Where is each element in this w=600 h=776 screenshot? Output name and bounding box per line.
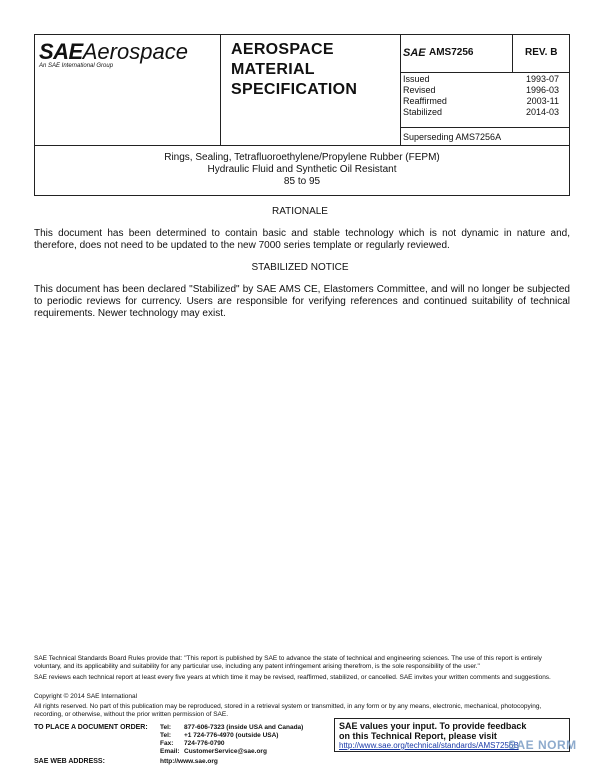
rights-text: All rights reserved. No part of this publication may be reproduced, stored in a retrieval system or transmitted, in any form or by any means, electronic, mechanical, photocopying, recording, or otherwise, without the prior written permission of SAE. <box>34 703 542 718</box>
date-value: 1993-07 <box>525 74 559 84</box>
contact-row <box>160 740 224 747</box>
contact-value: 724-776-0790 <box>184 740 225 747</box>
superseding-row <box>401 127 569 145</box>
date-label: Issued <box>403 74 430 84</box>
date-value: 1996-03 <box>525 85 559 95</box>
web-address-link[interactable]: http://www.sae.org <box>160 758 218 765</box>
feedback-link[interactable]: http://www.sae.org/technical/standards/AMS7256B <box>339 741 519 750</box>
spec-type-line2: MATERIAL <box>231 61 315 78</box>
revision: REV. B <box>525 47 558 58</box>
date-row <box>403 107 559 117</box>
rationale-heading: RATIONALE <box>272 206 328 217</box>
contact-row <box>160 724 303 731</box>
contact-key: Fax: <box>160 740 174 747</box>
logo-cell <box>35 35 221 145</box>
contact-key: Tel: <box>160 732 172 739</box>
spec-type-cell <box>221 35 401 145</box>
sae-aerospace-logo <box>39 39 188 65</box>
doc-info-cell <box>401 35 569 145</box>
contact-value[interactable]: CustomerService@sae.org <box>184 748 267 755</box>
spec-type-line1: AEROSPACE <box>231 41 334 58</box>
doc-id-cell <box>401 35 513 72</box>
web-address-label: SAE WEB ADDRESS: <box>34 758 105 765</box>
sae-norm-watermark: SAE NORM <box>508 738 577 752</box>
document-title-line3: 85 to 95 <box>283 176 321 187</box>
date-value: 2014-03 <box>525 107 559 117</box>
review-policy-text: SAE reviews each technical report at least every five years at which time it may be revised, reaffirmed, stabilized, or cancelled. SAE invites your written comments and suggestions. <box>34 674 551 681</box>
date-label: Stabilized <box>403 107 443 117</box>
contact-key: Email: <box>160 748 180 755</box>
copyright-text: Copyright © 2014 SAE International <box>34 693 138 700</box>
logo-sae-text: SAE <box>39 39 83 64</box>
date-value: 2003-11 <box>526 96 559 106</box>
contact-key: Tel: <box>160 724 172 731</box>
contact-row <box>160 748 267 755</box>
rationale-text: This document has been determined to contain basic and stable technology which is not dynamic in nature and, therefore, does not need to be updated to the new 7000 series template or regularly reviewed. <box>34 228 570 251</box>
feedback-line2: on this Technical Report, please visit <box>339 731 497 741</box>
date-row <box>403 74 559 84</box>
stabilized-text: This document has been declared "Stabilized" by SAE AMS CE, Elastomers Committee, and will no longer be subjected to periodic reviews for currency. Users are responsible for verifying references and continued suitability of technical requirements. Newer technology may exist. <box>34 284 570 319</box>
doc-id-row <box>401 35 569 73</box>
date-label: Revised <box>403 85 436 95</box>
doc-number: AMS7256 <box>429 47 474 58</box>
logo-aerospace-text: Aerospace <box>82 39 188 64</box>
contact-value: +1 724-776-4970 (outside USA) <box>184 732 279 739</box>
header-box <box>34 34 570 146</box>
stabilized-heading: STABILIZED NOTICE <box>251 262 349 273</box>
doc-sae-mark: SAE <box>403 47 426 59</box>
feedback-line1: SAE values your input. To provide feedback <box>339 721 527 731</box>
superseding-text: Superseding AMS7256A <box>403 132 502 142</box>
logo-subtitle: An SAE International Group <box>39 63 114 69</box>
spec-type-line3: SPECIFICATION <box>231 81 358 98</box>
date-row <box>403 96 559 106</box>
document-title-box <box>34 146 570 196</box>
order-label: TO PLACE A DOCUMENT ORDER: <box>34 724 148 731</box>
board-rules-text: SAE Technical Standards Board Rules provide that: "This report is published by SAE to advance the state of technical and engineering sciences. The use of this report is entirely voluntary, and its applicability and suitability for any particular use, including any patent infringement arising therefrom, is the sole responsibility of the user." <box>34 655 542 670</box>
date-row <box>403 85 559 95</box>
date-label: Reaffirmed <box>403 96 447 106</box>
document-title-line2: Hydraulic Fluid and Synthetic Oil Resistant <box>207 164 397 175</box>
contact-value: 877-606-7323 (inside USA and Canada) <box>184 724 304 731</box>
document-title-line1: Rings, Sealing, Tetrafluoroethylene/Propylene Rubber (FEPM) <box>164 152 440 163</box>
contact-row <box>160 732 278 739</box>
